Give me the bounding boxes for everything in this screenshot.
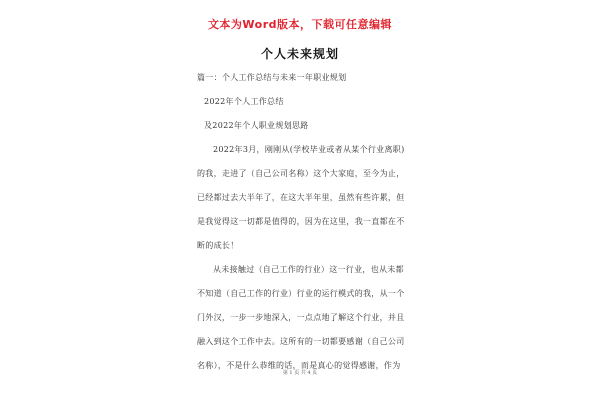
text-line: 不知道（自己工作的行业）行业的运行模式的我，从一个 bbox=[197, 289, 405, 298]
text-line: 及2022年个人职业规划思路 bbox=[204, 121, 309, 130]
document-title: 个人未来规划 bbox=[260, 47, 339, 61]
watermark-banner: 文本为Word版本，下载可任意编辑 bbox=[207, 18, 393, 31]
text-line: 融入到这个工作中去。这所有的一切都要感谢（自己公司 bbox=[197, 337, 405, 346]
text-line: 从未接触过（自己工作的行业）这一行业，也从未都 bbox=[213, 265, 404, 274]
text-line: 2022年个人工作总结 bbox=[204, 97, 284, 106]
text-line: 是我觉得这一切都是值得的，因为在这里，我一直都在不 bbox=[197, 217, 405, 226]
text-line: 2022年3月，刚刚从(学校毕业或者从某个行业离职) bbox=[213, 145, 405, 154]
text-line: 名称），不是什么恭维的话，而是真心的觉得感谢，作为 bbox=[197, 361, 401, 370]
text-line: 断的成长！ bbox=[197, 241, 239, 250]
page-footer: 第 1 页 共 4 页 bbox=[282, 370, 318, 376]
text-line: 门外汉，一步一步地深入，一点点地了解这个行业，并且 bbox=[197, 313, 405, 322]
text-line: 篇一：个人工作总结与未来一年职业规划 bbox=[197, 73, 347, 82]
text-line: 的我，走进了（自己公司名称）这个大家庭，至今为止， bbox=[197, 169, 405, 178]
text-line: 已经都过去大半年了，在这大半年里，虽然有些许累，但 bbox=[197, 193, 405, 202]
